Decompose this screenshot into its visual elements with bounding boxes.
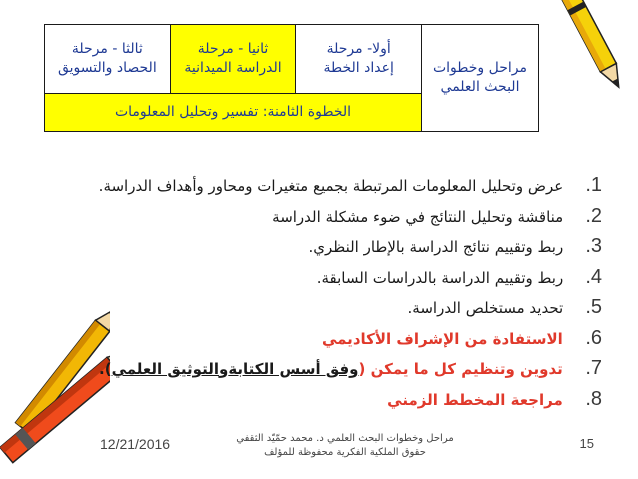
step-number: 3. bbox=[585, 235, 602, 257]
page-number: 15 bbox=[579, 436, 594, 451]
step-number: 1. bbox=[585, 174, 602, 196]
step-text: الاستفادة من الإشراف الأكاديمي bbox=[321, 329, 563, 348]
table-row bbox=[45, 25, 539, 94]
step-text-part-e: ). bbox=[99, 360, 112, 378]
side-header: مراحل وخطوات البحث العلمي bbox=[432, 60, 528, 95]
stage-1-subtitle: إعداد الخطة bbox=[323, 59, 394, 76]
list-item bbox=[82, 292, 602, 323]
step-text: تحديد مستخلص الدراسة. bbox=[407, 299, 564, 317]
step-text: عرض وتحليل المعلومات المرتبطة بجميع متغيرات ومحاور وأهداف الدراسة. bbox=[98, 177, 564, 195]
footer-credit bbox=[220, 432, 470, 460]
list-item bbox=[82, 170, 602, 201]
stage-3-subtitle: الحصاد والتسويق bbox=[57, 59, 157, 76]
list-item bbox=[82, 262, 602, 293]
stages-table bbox=[44, 24, 539, 132]
stage-3-title: ثالثا - مرحلة bbox=[71, 40, 143, 57]
step-text: مناقشة وتحليل النتائج في ضوء مشكلة الدراسة bbox=[272, 207, 564, 226]
list-item bbox=[82, 231, 602, 262]
step-number: 8. bbox=[585, 387, 602, 410]
step-text-part-d: التوثيق العلمي bbox=[111, 360, 219, 378]
list-item bbox=[82, 201, 602, 232]
step-number: 2. bbox=[585, 204, 602, 227]
step-eight-title: الخطوة الثامنة: تفسير وتحليل المعلومات bbox=[114, 103, 352, 120]
step-eight-band bbox=[45, 93, 422, 131]
stage-3-cell bbox=[45, 25, 171, 94]
footer-date: 12/21/2016 bbox=[100, 436, 171, 452]
footer-credit-line-1: مراحل وخطوات البحث العلمي د. محمد حمّيّد الثقفي bbox=[236, 433, 454, 444]
step-text-part-c: و bbox=[218, 360, 229, 378]
step-number: 5. bbox=[585, 296, 602, 318]
footer-credit-line-2: حقوق الملكية الفكرية محفوظة للمؤلف bbox=[264, 447, 426, 458]
stage-2-cell bbox=[170, 25, 296, 94]
step-text-part-a: تدوين وتنظيم كل ما يمكن ( bbox=[358, 360, 563, 378]
step-text: ربط وتقييم الدراسة بالدراسات السابقة. bbox=[316, 268, 564, 287]
stage-1-title: أولا- مرحلة bbox=[326, 40, 391, 57]
stage-1-cell bbox=[296, 25, 422, 94]
list-item bbox=[82, 384, 602, 415]
stage-2-subtitle: الدراسة الميدانية bbox=[184, 59, 282, 76]
step-number: 4. bbox=[585, 265, 602, 288]
side-header-cell bbox=[422, 25, 539, 132]
pencil-top-right-icon bbox=[560, 0, 638, 100]
step-text: ربط وتقييم نتائج الدراسة بالإطار النظري. bbox=[308, 238, 564, 256]
steps-list bbox=[82, 170, 602, 414]
list-item bbox=[82, 323, 602, 354]
step-number: 7. bbox=[585, 357, 602, 379]
step-text: مراجعة المخطط الزمني bbox=[387, 390, 563, 409]
step-number: 6. bbox=[585, 326, 602, 349]
step-text-part-b: وفق أسس الكتابة bbox=[228, 360, 359, 378]
stage-2-title: ثانيا - مرحلة bbox=[197, 40, 269, 57]
list-item bbox=[82, 353, 602, 384]
